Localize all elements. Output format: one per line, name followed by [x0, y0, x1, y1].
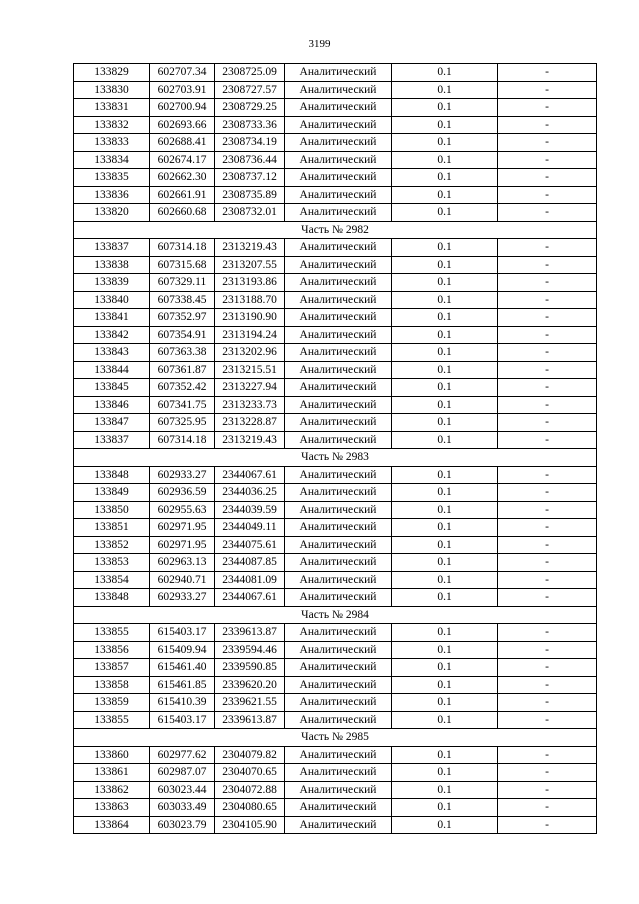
- note-cell: -: [498, 169, 597, 187]
- table-row: [74, 291, 597, 309]
- table-row: [74, 204, 597, 222]
- method-cell: Аналитический: [285, 501, 392, 519]
- table-row: [74, 676, 597, 694]
- point-number-cell: 133839: [74, 274, 150, 292]
- x-coordinate-cell: 607363.38: [150, 344, 215, 362]
- x-coordinate-cell: 615461.40: [150, 659, 215, 677]
- x-coordinate-cell: 607341.75: [150, 396, 215, 414]
- note-cell: -: [498, 781, 597, 799]
- note-cell: -: [498, 484, 597, 502]
- y-coordinate-cell: 2313193.86: [215, 274, 285, 292]
- method-cell: Аналитический: [285, 344, 392, 362]
- accuracy-cell: 0.1: [392, 99, 498, 117]
- table-row: [74, 134, 597, 152]
- x-coordinate-cell: 602674.17: [150, 151, 215, 169]
- accuracy-cell: 0.1: [392, 396, 498, 414]
- table-row: [74, 239, 597, 257]
- table-row: [74, 64, 597, 82]
- x-coordinate-cell: 602971.95: [150, 519, 215, 537]
- accuracy-cell: 0.1: [392, 169, 498, 187]
- note-cell: -: [498, 641, 597, 659]
- note-cell: -: [498, 676, 597, 694]
- x-coordinate-cell: 607354.91: [150, 326, 215, 344]
- method-cell: Аналитический: [285, 484, 392, 502]
- point-number-cell: 133854: [74, 571, 150, 589]
- method-cell: Аналитический: [285, 414, 392, 432]
- point-number-cell: 133838: [74, 256, 150, 274]
- accuracy-cell: 0.1: [392, 309, 498, 327]
- accuracy-cell: 0.1: [392, 554, 498, 572]
- point-number-cell: 133859: [74, 694, 150, 712]
- accuracy-cell: 0.1: [392, 589, 498, 607]
- y-coordinate-cell: 2344067.61: [215, 589, 285, 607]
- note-cell: -: [498, 361, 597, 379]
- coordinates-table: [73, 63, 597, 834]
- y-coordinate-cell: 2308733.36: [215, 116, 285, 134]
- point-number-cell: 133846: [74, 396, 150, 414]
- x-coordinate-cell: 602661.91: [150, 186, 215, 204]
- accuracy-cell: 0.1: [392, 536, 498, 554]
- point-number-cell: 133851: [74, 519, 150, 537]
- note-cell: -: [498, 414, 597, 432]
- point-number-cell: 133844: [74, 361, 150, 379]
- point-number-cell: 133820: [74, 204, 150, 222]
- y-coordinate-cell: 2313194.24: [215, 326, 285, 344]
- accuracy-cell: 0.1: [392, 344, 498, 362]
- method-cell: Аналитический: [285, 431, 392, 449]
- note-cell: -: [498, 186, 597, 204]
- accuracy-cell: 0.1: [392, 781, 498, 799]
- accuracy-cell: 0.1: [392, 641, 498, 659]
- point-number-cell: 133855: [74, 624, 150, 642]
- point-number-cell: 133832: [74, 116, 150, 134]
- x-coordinate-cell: 603033.49: [150, 799, 215, 817]
- point-number-cell: 133831: [74, 99, 150, 117]
- point-number-cell: 133849: [74, 484, 150, 502]
- point-number-cell: 133852: [74, 536, 150, 554]
- x-coordinate-cell: 602688.41: [150, 134, 215, 152]
- note-cell: -: [498, 519, 597, 537]
- note-cell: -: [498, 239, 597, 257]
- y-coordinate-cell: 2313202.96: [215, 344, 285, 362]
- section-header-row: [74, 449, 597, 467]
- note-cell: -: [498, 746, 597, 764]
- note-cell: -: [498, 151, 597, 169]
- method-cell: Аналитический: [285, 571, 392, 589]
- y-coordinate-cell: 2304072.88: [215, 781, 285, 799]
- method-cell: Аналитический: [285, 379, 392, 397]
- table-row: [74, 116, 597, 134]
- table-row: [74, 169, 597, 187]
- method-cell: Аналитический: [285, 519, 392, 537]
- x-coordinate-cell: 607352.42: [150, 379, 215, 397]
- y-coordinate-cell: 2308737.12: [215, 169, 285, 187]
- y-coordinate-cell: 2308734.19: [215, 134, 285, 152]
- note-cell: -: [498, 571, 597, 589]
- note-cell: -: [498, 764, 597, 782]
- method-cell: Аналитический: [285, 99, 392, 117]
- method-cell: Аналитический: [285, 746, 392, 764]
- table-row: [74, 186, 597, 204]
- note-cell: -: [498, 659, 597, 677]
- table-row: [74, 711, 597, 729]
- method-cell: Аналитический: [285, 116, 392, 134]
- x-coordinate-cell: 603023.44: [150, 781, 215, 799]
- note-cell: -: [498, 99, 597, 117]
- note-cell: -: [498, 291, 597, 309]
- point-number-cell: 133836: [74, 186, 150, 204]
- note-cell: -: [498, 309, 597, 327]
- method-cell: Аналитический: [285, 799, 392, 817]
- y-coordinate-cell: 2313188.70: [215, 291, 285, 309]
- point-number-cell: 133856: [74, 641, 150, 659]
- point-number-cell: 133848: [74, 466, 150, 484]
- note-cell: -: [498, 799, 597, 817]
- table-row: [74, 396, 597, 414]
- point-number-cell: 133833: [74, 134, 150, 152]
- note-cell: -: [498, 589, 597, 607]
- note-cell: -: [498, 256, 597, 274]
- x-coordinate-cell: 615410.39: [150, 694, 215, 712]
- point-number-cell: 133847: [74, 414, 150, 432]
- point-number-cell: 133835: [74, 169, 150, 187]
- point-number-cell: 133863: [74, 799, 150, 817]
- method-cell: Аналитический: [285, 466, 392, 484]
- accuracy-cell: 0.1: [392, 326, 498, 344]
- y-coordinate-cell: 2304070.65: [215, 764, 285, 782]
- x-coordinate-cell: 602940.71: [150, 571, 215, 589]
- table-row: [74, 274, 597, 292]
- table-row: [74, 81, 597, 99]
- point-number-cell: 133829: [74, 64, 150, 82]
- section-header-row: [74, 221, 597, 239]
- table-row: [74, 554, 597, 572]
- point-number-cell: 133830: [74, 81, 150, 99]
- method-cell: Аналитический: [285, 81, 392, 99]
- table-row: [74, 781, 597, 799]
- accuracy-cell: 0.1: [392, 484, 498, 502]
- y-coordinate-cell: 2339613.87: [215, 624, 285, 642]
- accuracy-cell: 0.1: [392, 291, 498, 309]
- accuracy-cell: 0.1: [392, 659, 498, 677]
- accuracy-cell: 0.1: [392, 694, 498, 712]
- table-row: [74, 151, 597, 169]
- x-coordinate-cell: 607314.18: [150, 431, 215, 449]
- method-cell: Аналитический: [285, 694, 392, 712]
- point-number-cell: 133841: [74, 309, 150, 327]
- section-header-row: [74, 729, 597, 747]
- x-coordinate-cell: 602936.59: [150, 484, 215, 502]
- note-cell: -: [498, 134, 597, 152]
- method-cell: Аналитический: [285, 256, 392, 274]
- note-cell: -: [498, 81, 597, 99]
- note-cell: -: [498, 536, 597, 554]
- accuracy-cell: 0.1: [392, 256, 498, 274]
- accuracy-cell: 0.1: [392, 239, 498, 257]
- note-cell: -: [498, 326, 597, 344]
- point-number-cell: 133860: [74, 746, 150, 764]
- point-number-cell: 133853: [74, 554, 150, 572]
- table-row: [74, 641, 597, 659]
- accuracy-cell: 0.1: [392, 676, 498, 694]
- method-cell: Аналитический: [285, 816, 392, 834]
- accuracy-cell: 0.1: [392, 204, 498, 222]
- y-coordinate-cell: 2313219.43: [215, 239, 285, 257]
- y-coordinate-cell: 2339590.85: [215, 659, 285, 677]
- table-row: [74, 501, 597, 519]
- y-coordinate-cell: 2304080.65: [215, 799, 285, 817]
- method-cell: Аналитический: [285, 659, 392, 677]
- table-row: [74, 326, 597, 344]
- note-cell: -: [498, 554, 597, 572]
- accuracy-cell: 0.1: [392, 361, 498, 379]
- point-number-cell: 133855: [74, 711, 150, 729]
- x-coordinate-cell: 602693.66: [150, 116, 215, 134]
- y-coordinate-cell: 2313228.87: [215, 414, 285, 432]
- table-row: [74, 484, 597, 502]
- table-row: [74, 519, 597, 537]
- accuracy-cell: 0.1: [392, 799, 498, 817]
- accuracy-cell: 0.1: [392, 116, 498, 134]
- note-cell: -: [498, 64, 597, 82]
- y-coordinate-cell: 2313207.55: [215, 256, 285, 274]
- x-coordinate-cell: 615409.94: [150, 641, 215, 659]
- y-coordinate-cell: 2308732.01: [215, 204, 285, 222]
- section-title: Часть № 2984: [74, 606, 597, 624]
- point-number-cell: 133848: [74, 589, 150, 607]
- x-coordinate-cell: 602971.95: [150, 536, 215, 554]
- y-coordinate-cell: 2308727.57: [215, 81, 285, 99]
- point-number-cell: 133845: [74, 379, 150, 397]
- table-row: [74, 589, 597, 607]
- x-coordinate-cell: 602700.94: [150, 99, 215, 117]
- method-cell: Аналитический: [285, 554, 392, 572]
- table-row: [74, 659, 597, 677]
- x-coordinate-cell: 607361.87: [150, 361, 215, 379]
- y-coordinate-cell: 2339620.20: [215, 676, 285, 694]
- accuracy-cell: 0.1: [392, 274, 498, 292]
- method-cell: Аналитический: [285, 781, 392, 799]
- x-coordinate-cell: 602662.30: [150, 169, 215, 187]
- y-coordinate-cell: 2344075.61: [215, 536, 285, 554]
- note-cell: -: [498, 466, 597, 484]
- accuracy-cell: 0.1: [392, 501, 498, 519]
- point-number-cell: 133857: [74, 659, 150, 677]
- point-number-cell: 133837: [74, 431, 150, 449]
- method-cell: Аналитический: [285, 274, 392, 292]
- point-number-cell: 133843: [74, 344, 150, 362]
- table-row: [74, 764, 597, 782]
- accuracy-cell: 0.1: [392, 571, 498, 589]
- table-row: [74, 466, 597, 484]
- note-cell: -: [498, 396, 597, 414]
- y-coordinate-cell: 2344087.85: [215, 554, 285, 572]
- y-coordinate-cell: 2313215.51: [215, 361, 285, 379]
- table-row: [74, 536, 597, 554]
- page-number: 3199: [308, 38, 331, 50]
- x-coordinate-cell: 602660.68: [150, 204, 215, 222]
- y-coordinate-cell: 2308729.25: [215, 99, 285, 117]
- table-row: [74, 99, 597, 117]
- table-row: [74, 414, 597, 432]
- method-cell: Аналитический: [285, 309, 392, 327]
- y-coordinate-cell: 2344067.61: [215, 466, 285, 484]
- x-coordinate-cell: 602933.27: [150, 466, 215, 484]
- y-coordinate-cell: 2304079.82: [215, 746, 285, 764]
- accuracy-cell: 0.1: [392, 151, 498, 169]
- method-cell: Аналитический: [285, 764, 392, 782]
- point-number-cell: 133837: [74, 239, 150, 257]
- point-number-cell: 133840: [74, 291, 150, 309]
- point-number-cell: 133842: [74, 326, 150, 344]
- table-row: [74, 571, 597, 589]
- y-coordinate-cell: 2339594.46: [215, 641, 285, 659]
- note-cell: -: [498, 204, 597, 222]
- method-cell: Аналитический: [285, 204, 392, 222]
- x-coordinate-cell: 607314.18: [150, 239, 215, 257]
- x-coordinate-cell: 615403.17: [150, 711, 215, 729]
- table-row: [74, 344, 597, 362]
- x-coordinate-cell: 602707.34: [150, 64, 215, 82]
- y-coordinate-cell: 2308725.09: [215, 64, 285, 82]
- y-coordinate-cell: 2344049.11: [215, 519, 285, 537]
- method-cell: Аналитический: [285, 676, 392, 694]
- table-row: [74, 624, 597, 642]
- x-coordinate-cell: 602987.07: [150, 764, 215, 782]
- note-cell: -: [498, 624, 597, 642]
- method-cell: Аналитический: [285, 291, 392, 309]
- method-cell: Аналитический: [285, 536, 392, 554]
- note-cell: -: [498, 501, 597, 519]
- accuracy-cell: 0.1: [392, 764, 498, 782]
- x-coordinate-cell: 607315.68: [150, 256, 215, 274]
- accuracy-cell: 0.1: [392, 711, 498, 729]
- point-number-cell: 133858: [74, 676, 150, 694]
- note-cell: -: [498, 711, 597, 729]
- accuracy-cell: 0.1: [392, 519, 498, 537]
- y-coordinate-cell: 2344039.59: [215, 501, 285, 519]
- accuracy-cell: 0.1: [392, 379, 498, 397]
- x-coordinate-cell: 602977.62: [150, 746, 215, 764]
- point-number-cell: 133850: [74, 501, 150, 519]
- method-cell: Аналитический: [285, 326, 392, 344]
- y-coordinate-cell: 2339613.87: [215, 711, 285, 729]
- accuracy-cell: 0.1: [392, 624, 498, 642]
- section-title: Часть № 2983: [74, 449, 597, 467]
- method-cell: Аналитический: [285, 589, 392, 607]
- point-number-cell: 133834: [74, 151, 150, 169]
- table-row: [74, 309, 597, 327]
- accuracy-cell: 0.1: [392, 466, 498, 484]
- note-cell: -: [498, 816, 597, 834]
- y-coordinate-cell: 2344081.09: [215, 571, 285, 589]
- table-row: [74, 431, 597, 449]
- accuracy-cell: 0.1: [392, 746, 498, 764]
- method-cell: Аналитический: [285, 151, 392, 169]
- note-cell: -: [498, 694, 597, 712]
- note-cell: -: [498, 431, 597, 449]
- note-cell: -: [498, 274, 597, 292]
- table-row: [74, 361, 597, 379]
- accuracy-cell: 0.1: [392, 81, 498, 99]
- y-coordinate-cell: 2308735.89: [215, 186, 285, 204]
- method-cell: Аналитический: [285, 239, 392, 257]
- y-coordinate-cell: 2308736.44: [215, 151, 285, 169]
- section-title: Часть № 2985: [74, 729, 597, 747]
- coordinates-table-body: [74, 64, 597, 834]
- accuracy-cell: 0.1: [392, 414, 498, 432]
- y-coordinate-cell: 2339621.55: [215, 694, 285, 712]
- method-cell: Аналитический: [285, 186, 392, 204]
- x-coordinate-cell: 607325.95: [150, 414, 215, 432]
- y-coordinate-cell: 2313233.73: [215, 396, 285, 414]
- y-coordinate-cell: 2313190.90: [215, 309, 285, 327]
- x-coordinate-cell: 615403.17: [150, 624, 215, 642]
- x-coordinate-cell: 603023.79: [150, 816, 215, 834]
- table-row: [74, 256, 597, 274]
- accuracy-cell: 0.1: [392, 64, 498, 82]
- accuracy-cell: 0.1: [392, 816, 498, 834]
- x-coordinate-cell: 602703.91: [150, 81, 215, 99]
- method-cell: Аналитический: [285, 361, 392, 379]
- y-coordinate-cell: 2344036.25: [215, 484, 285, 502]
- accuracy-cell: 0.1: [392, 186, 498, 204]
- x-coordinate-cell: 607338.45: [150, 291, 215, 309]
- method-cell: Аналитический: [285, 169, 392, 187]
- point-number-cell: 133862: [74, 781, 150, 799]
- method-cell: Аналитический: [285, 641, 392, 659]
- y-coordinate-cell: 2313219.43: [215, 431, 285, 449]
- section-title: Часть № 2982: [74, 221, 597, 239]
- x-coordinate-cell: 607352.97: [150, 309, 215, 327]
- note-cell: -: [498, 379, 597, 397]
- method-cell: Аналитический: [285, 64, 392, 82]
- note-cell: -: [498, 116, 597, 134]
- point-number-cell: 133864: [74, 816, 150, 834]
- section-header-row: [74, 606, 597, 624]
- note-cell: -: [498, 344, 597, 362]
- method-cell: Аналитический: [285, 624, 392, 642]
- y-coordinate-cell: 2313227.94: [215, 379, 285, 397]
- y-coordinate-cell: 2304105.90: [215, 816, 285, 834]
- table-row: [74, 799, 597, 817]
- method-cell: Аналитический: [285, 134, 392, 152]
- x-coordinate-cell: 607329.11: [150, 274, 215, 292]
- table-row: [74, 694, 597, 712]
- table-row: [74, 816, 597, 834]
- method-cell: Аналитический: [285, 711, 392, 729]
- x-coordinate-cell: 602933.27: [150, 589, 215, 607]
- x-coordinate-cell: 615461.85: [150, 676, 215, 694]
- x-coordinate-cell: 602963.13: [150, 554, 215, 572]
- x-coordinate-cell: 602955.63: [150, 501, 215, 519]
- table-row: [74, 379, 597, 397]
- method-cell: Аналитический: [285, 396, 392, 414]
- table-row: [74, 746, 597, 764]
- accuracy-cell: 0.1: [392, 431, 498, 449]
- accuracy-cell: 0.1: [392, 134, 498, 152]
- point-number-cell: 133861: [74, 764, 150, 782]
